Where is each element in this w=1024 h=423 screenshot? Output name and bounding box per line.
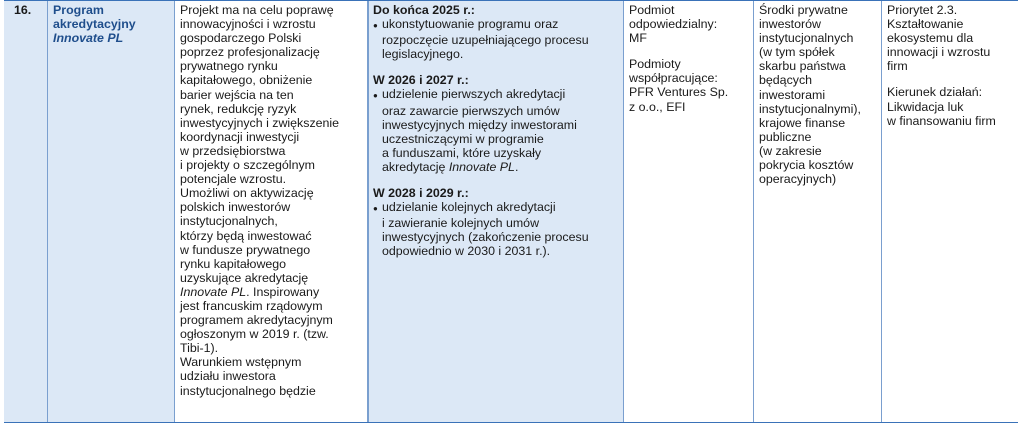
schedule-item-line: uczestniczącymi w programie	[382, 131, 544, 146]
schedule-item-line: ● udzielanie kolejnych akredytacji	[373, 200, 556, 215]
description-line: kapitałowego, obniżenie	[180, 73, 313, 88]
responsible-label: odpowiedzialny:	[629, 17, 718, 32]
funding-line: Środki prywatne	[759, 3, 848, 17]
funding-line: operacyjnych)	[759, 172, 837, 187]
schedule-item-line: ● udzielenie pierwszych akredytacji	[373, 87, 566, 102]
funding-line: krajowe finanse	[759, 115, 846, 130]
schedule-period-header: Do końca 2025 r.:	[373, 3, 475, 17]
funding-cell	[754, 1, 882, 422]
priority-cell	[882, 1, 1018, 422]
description-line: rynku kapitałowego	[180, 256, 287, 271]
priority-line: ekosystemu dla	[887, 31, 974, 46]
schedule-item-line: odpowiednio w 2030 i 2031 r.).	[382, 244, 551, 259]
schedule-item-line: legislacyjnego.	[382, 47, 464, 62]
description-line: i projekty o szczególnym	[180, 158, 315, 173]
schedule-item-line: inwestycyjnych (zakończenie procesu	[382, 230, 589, 245]
description-line: rynek, redukcję ryzyk	[180, 101, 297, 116]
description-line: jest francuskim rządowym	[180, 298, 323, 313]
program-name-line: Innovate PL	[53, 31, 124, 46]
schedule-item-line: akredytację Innovate PL.	[382, 159, 519, 174]
description-line: Warunkiem wstępnym	[180, 355, 302, 370]
schedule-item-line: a funduszami, które uzyskały	[382, 145, 542, 160]
schedule-item-line: i zawieranie kolejnych umów	[382, 216, 540, 231]
priority-line: innowacji i wzrostu	[887, 45, 991, 60]
spacer	[373, 174, 624, 186]
funding-line: skarbu państwa	[759, 59, 846, 74]
description-line: prywatnego rynku	[180, 59, 278, 74]
spacer	[887, 73, 1018, 85]
row-number-cell	[4, 1, 48, 422]
direction-line: Kierunek działań:	[887, 85, 983, 100]
funding-line: instytucjonalnymi),	[759, 101, 861, 116]
program-name-cell	[48, 1, 175, 422]
funding-line: (w zakresie	[759, 143, 822, 158]
description-line: instytucjonalnych,	[180, 214, 278, 229]
description-line: instytucjonalnego będzie	[180, 383, 316, 398]
cooperating-entities: PFR Ventures Sp.	[629, 85, 729, 100]
row-number: 16.	[14, 3, 32, 17]
direction-line: w finansowaniu firm	[887, 113, 996, 128]
description-line: innowacyjności i wzrostu	[180, 17, 316, 32]
funding-line: będących	[759, 73, 813, 88]
description-line: Innovate PL. Inspirowany	[180, 284, 320, 299]
description-line: inwestycyjnych i zwiększenie	[180, 115, 340, 130]
priority-line: Kształtowanie	[887, 17, 964, 32]
responsible-label: Podmiot	[629, 3, 675, 17]
description-line: poprzez profesjonalizację	[180, 45, 320, 60]
spacer	[373, 61, 624, 73]
priority-line: Priorytet 2.3.	[887, 3, 958, 17]
description-line: barier wejścia na ten	[180, 87, 294, 102]
description-line: gospodarczego Polski	[180, 31, 302, 46]
funding-line: inwestorów	[759, 17, 821, 32]
cooperating-label: Podmioty	[629, 57, 681, 72]
description-line: programem akredytacyjnym	[180, 313, 333, 328]
funding-line: (w tym spółek	[759, 45, 835, 60]
cooperating-entities: z o.o., EFI	[629, 99, 686, 114]
description-line: w przedsiębiorstwa	[180, 143, 286, 158]
funding-line: instytucjonalnych	[759, 31, 854, 46]
measures-table	[4, 0, 1018, 423]
direction-line: Likwidacja luk	[887, 99, 964, 114]
description-line: w fundusze prywatnego	[180, 242, 311, 257]
funding-line: inwestorami	[759, 87, 826, 102]
description-line: Umożliwi on aktywizację	[180, 186, 314, 201]
description-line: Tibi-1).	[180, 341, 219, 356]
cooperating-label: współpracujące:	[629, 71, 718, 86]
schedule-item-line: inwestycyjnych między inwestorami	[382, 117, 577, 132]
description-line: którzy będą inwestować	[180, 228, 312, 243]
program-name-line: akredytacyjny	[53, 17, 136, 32]
funding-line: pokrycia kosztów	[759, 158, 854, 173]
description-line: koordynacji inwestycji	[180, 129, 300, 144]
schedule-period-header: W 2028 i 2029 r.:	[373, 186, 469, 201]
schedule-cell	[368, 1, 624, 422]
description-line: Projekt ma na celu poprawę	[180, 3, 334, 17]
description-line: polskich inwestorów	[180, 200, 291, 215]
schedule-item-line: ● ukonstytuowanie programu oraz	[373, 17, 559, 32]
schedule-item-line: oraz zawarcie pierwszych umów	[382, 103, 560, 118]
funding-line: publiczne	[759, 129, 812, 144]
schedule-item-line: rozpoczęcie uzupełniającego procesu	[382, 33, 589, 48]
description-line: udziału inwestora	[180, 369, 276, 384]
description-line: uzyskujące akredytację	[180, 270, 309, 285]
description-line: ogłoszonym w 2019 r. (tzw.	[180, 327, 329, 342]
responsible-cell	[624, 1, 754, 422]
schedule-period-header: W 2026 i 2027 r.:	[373, 73, 469, 88]
priority-line: firm	[887, 59, 908, 74]
responsible-entity: MF	[629, 31, 647, 46]
description-line: potencjale wzrostu.	[180, 172, 287, 187]
program-name-line: Program	[53, 3, 104, 17]
description-cell	[175, 1, 368, 422]
